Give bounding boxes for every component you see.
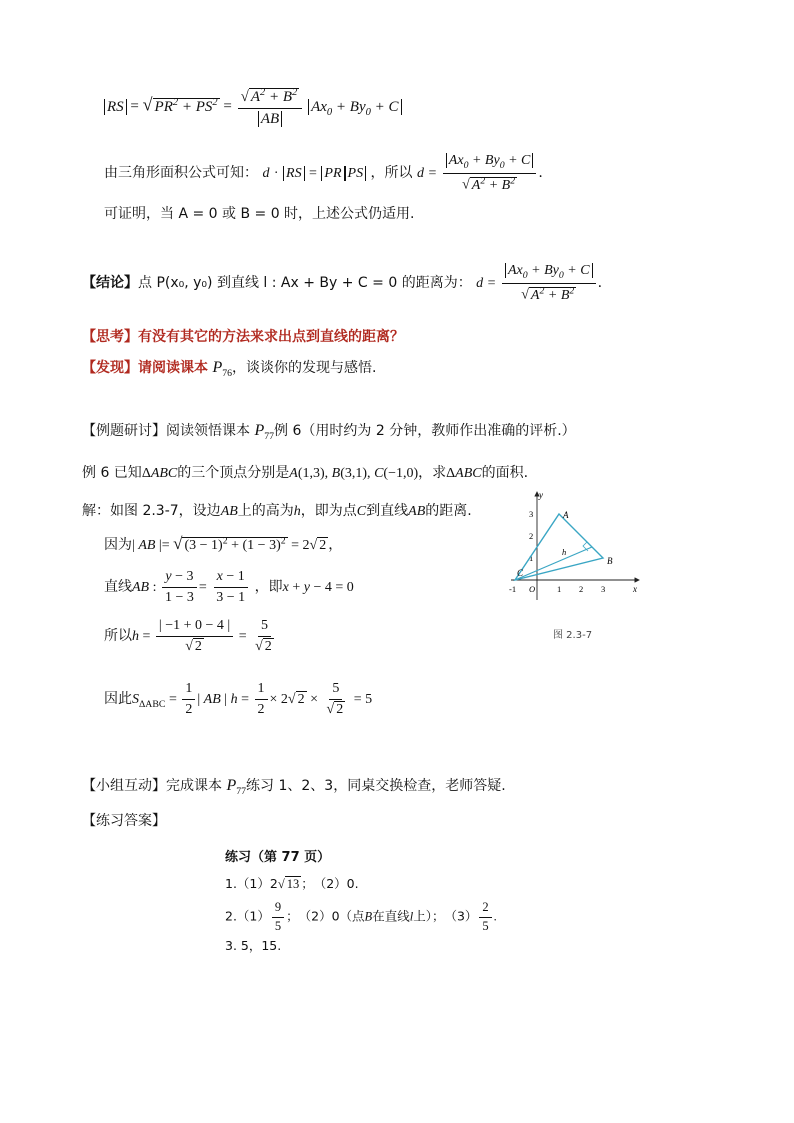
example-study-rest: 例 6（用时约为 2 分钟，教师作出准确的评析.） (274, 423, 576, 439)
answers-tag: 【练习答案】 (82, 813, 166, 829)
example6-mid: 的三个顶点分别是 (177, 465, 290, 481)
discover-line: 【发现】请阅读课本 $P_{76}$，谈谈你的发现与感悟. (82, 359, 377, 379)
think-tag: 【思考】 (82, 329, 138, 345)
rs-formula: RS = √ $PR^2 + PS^2$ = $\frac{√ A^2 + B^2}{AB}$ $Ax_0 + By_0 + C$ (104, 86, 402, 129)
x-axis-label: x (633, 584, 637, 594)
answer-2a: 2.（1） (225, 908, 270, 924)
group-line: 【小组互动】完成课本 $P_{77}$练习 1、2、3，同桌交换检查，老师答疑. (82, 777, 506, 797)
example6-tail: 的面积. (481, 465, 529, 481)
answer-line-3: 3. 5，15. (225, 938, 282, 953)
example6-start: 例 6 已知 (82, 465, 142, 481)
origin-label: O (529, 584, 536, 594)
x-tick: -1 (509, 584, 517, 594)
example-study-line: 【例题研讨】阅读领悟课本 $P_{77}$例 6（用时约为 2 分钟，教师作出准确的评析.） (82, 422, 576, 442)
discover-page: 76 (222, 367, 233, 379)
h-value: 所以h = $\frac{| -1 + 0 - 4 |}{√ 2}$ = $\frac{5}{√ 2}$ (104, 618, 272, 654)
discover-tag: 【发现】 (82, 360, 138, 376)
think-text: 有没有其它的方法来求出点到直线的距离？ (138, 329, 404, 345)
y-tick: 3 (529, 509, 534, 519)
x-tick: 1 (557, 584, 562, 594)
answer-line-1: 1.（1）2√ 13 ； （2）0. (225, 876, 359, 891)
solution-end-text: 到直线 (366, 503, 409, 519)
example6-statement: 例 6 已知ΔABC的三个顶点分别是A(1,3), B(3,1), C(−1,0)，求ΔABC的面积. (82, 465, 529, 481)
y-tick: 1 (529, 553, 534, 563)
example-study-text: 阅读领悟课本 (166, 423, 250, 439)
solution-intro-text: 解：如图 2.3-7，设边 (82, 503, 221, 519)
solution-tail-text: 的距离. (425, 503, 472, 519)
triangle-abc (515, 514, 603, 580)
line-label-text: 直线 (104, 579, 132, 595)
point-a-label: A (563, 510, 569, 520)
ab-length: 因为| AB |= √ $(3 - 1)^2 + (1 - 3)^2 = 2√$ 2 ， (104, 534, 343, 553)
group-tag: 【小组互动】 (82, 778, 166, 794)
answer-2b: ； （2）0（点 (286, 908, 365, 924)
because-text: 因为 (104, 537, 132, 553)
example-study-tag: 【例题研讨】 (82, 423, 166, 439)
y-axis-label: y (539, 490, 543, 500)
so-text: 所以 (104, 628, 132, 644)
proof-note: 可证明，当 A = 0 或 B = 0 时，上述公式仍适用. (104, 206, 415, 222)
answers-title: 练习（第 77 页） (225, 850, 331, 865)
answer-line-2: 2.（1） $\frac{9}{5}$ ； （2）0（点B在直线l上）； （3） $\frac{2}{5}$ . (225, 900, 497, 933)
line-ab: 直线AB : $\frac{y - 3}{1 - 3}$ = $\frac{x - 1}{3 - 1}$ ，即x + y − 4 = 0 (104, 569, 354, 605)
answer-2c: 在直线 (372, 908, 410, 924)
x-tick: 2 (579, 584, 584, 594)
h-label: h (562, 547, 567, 557)
point-b-label: B (607, 556, 613, 566)
y-tick: 2 (529, 531, 534, 541)
group-text: 完成课本 (166, 778, 222, 794)
solution-mid-text: 上的高为 (237, 503, 294, 519)
example6-end: ，求 (418, 465, 447, 481)
answer-1a: 1.（1）2 (225, 876, 278, 891)
discover-rest: ，谈谈你的发现与感悟. (232, 360, 377, 376)
area-derivation: 由三角形面积公式可知： d · RS = PR PS ，所以 d = $\frac{Ax_0 + By_0 + C}{√ A^2 + B^2}$ . (104, 153, 543, 193)
solution-intro: 解：如图 2.3-7，设边AB上的高为h，即为点C到直线AB的距离. (82, 503, 472, 519)
area-intro-text: 由三角形面积公式可知： (104, 165, 258, 182)
area-result: 因此$S_{\Delta ABC}$ = $\frac{1}{2}$ | AB | h = $\frac{1}{2}$ × 2√ 2 × $\frac{5}{√ 2}$ = 5 (104, 681, 373, 717)
conclusion-text: 点 P(x₀, y₀) 到直线 l : Ax + By + C = 0 的距离为： (138, 275, 472, 292)
example-study-page: 77 (264, 430, 275, 442)
point-c-label: C (517, 568, 524, 578)
group-rest: 练习 1、2、3，同桌交换检查，老师答疑. (246, 778, 506, 794)
discover-text: 请阅读课本 (138, 360, 208, 376)
area-so-text: ，所以 (370, 165, 413, 182)
solution-mid2-text: ，即为点 (300, 503, 357, 519)
think-line (82, 326, 404, 346)
x-tick: 3 (601, 584, 606, 594)
group-page: 77 (236, 785, 247, 797)
figure-caption: 图 2.3-7 (553, 630, 593, 641)
conclusion-tag: 【结论】 (82, 275, 138, 292)
conclusion: 【结论】点 P(x₀, y₀) 到直线 l : Ax + By + C = 0 的距离为： d = $\frac{Ax_0 + By_0 + C}{√ A^2 + B^2}$ . (82, 263, 603, 303)
line-result-text: ，即 (254, 579, 283, 595)
therefore-text: 因此 (104, 691, 132, 707)
answer-2d: 上）； （3） (413, 908, 478, 924)
figure-triangle (505, 488, 645, 638)
answer-1b: ； （2）0. (301, 876, 359, 891)
